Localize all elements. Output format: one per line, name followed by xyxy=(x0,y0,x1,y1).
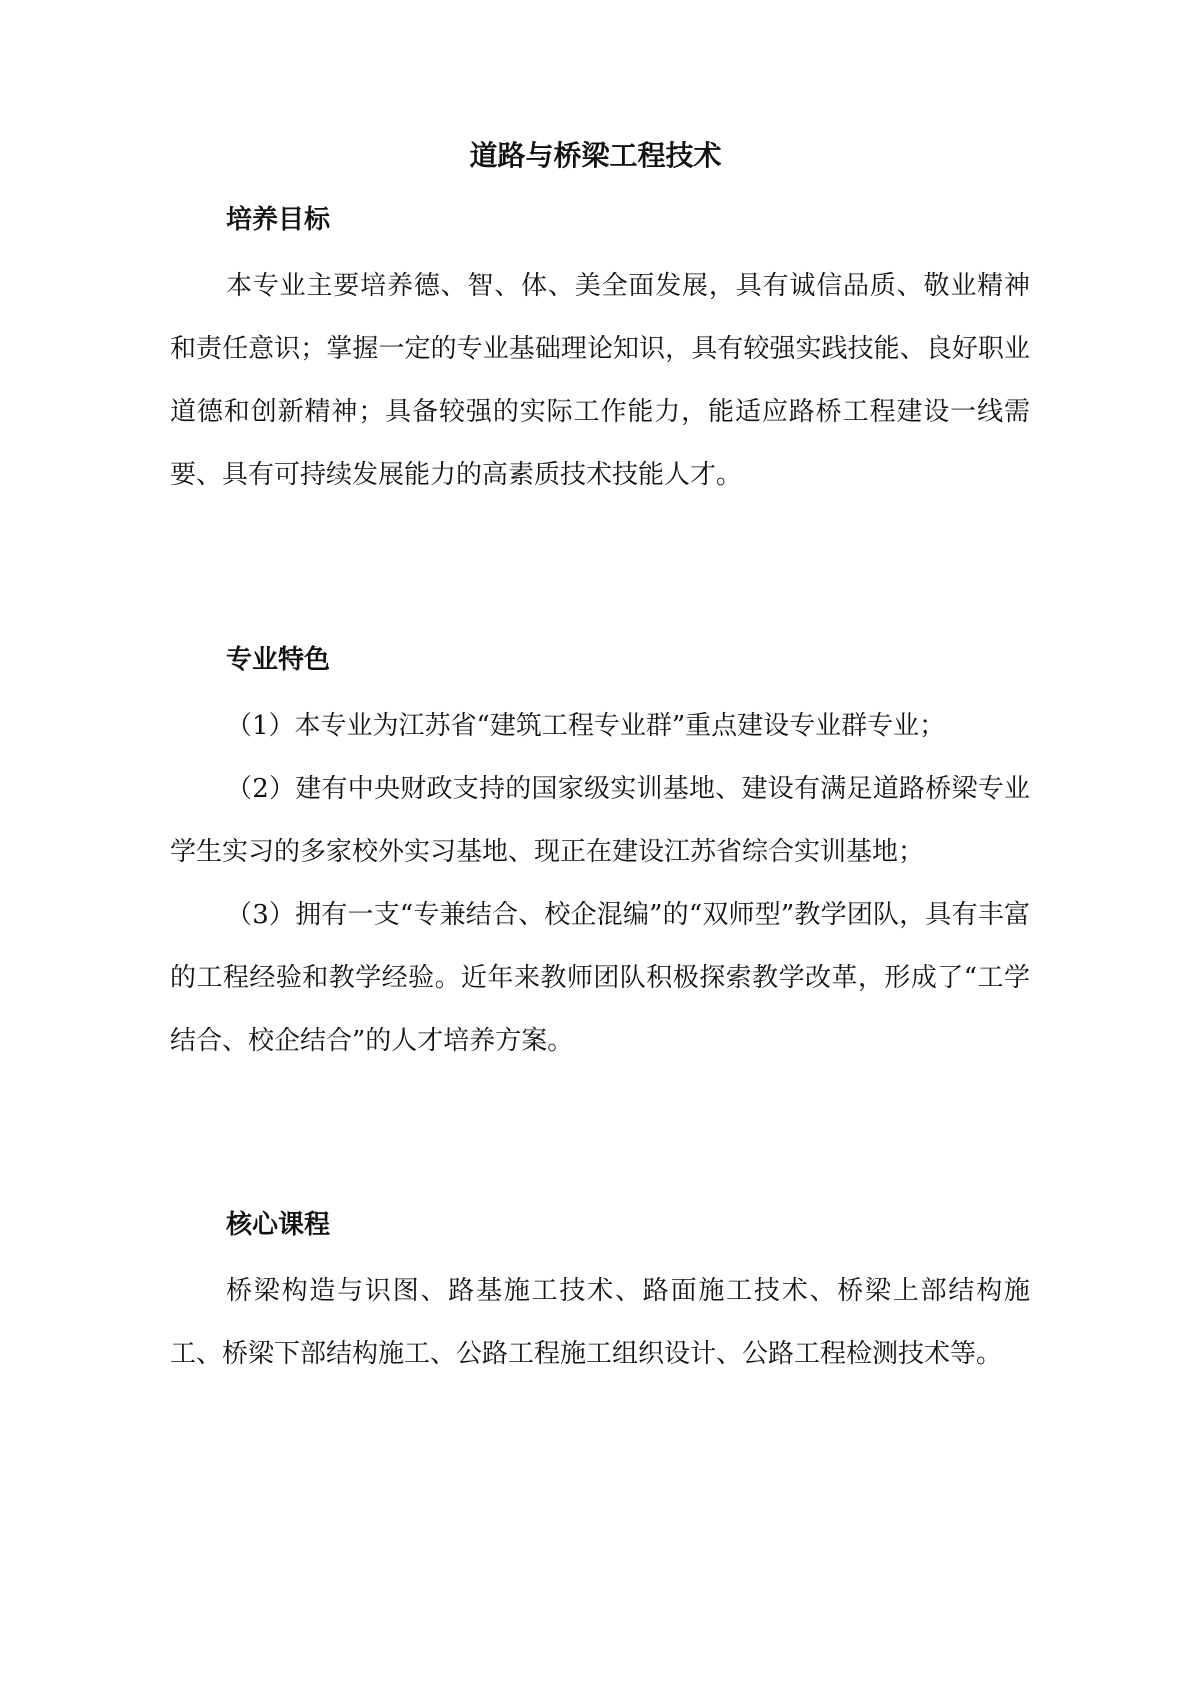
section-heading-goals: 培养目标 xyxy=(226,205,331,235)
courses-paragraph: 桥梁构造与识图、路基施工技术、路面施工技术、桥梁上部结构施工、桥梁下部结构施工、公路工程施工组织设计、公路工程检测技术等。 xyxy=(170,1276,1030,1369)
section-heading-courses: 核心课程 xyxy=(226,1210,331,1240)
page-title: 道路与桥梁工程技术 xyxy=(469,139,722,172)
goals-paragraph: 本专业主要培养德、智、体、美全面发展，具有诚信品质、敬业精神和责任意识；掌握一定的专业基础理论知识，具有较强实践技能、良好职业道德和创新精神；具备较强的实际工作能力，能适应路桥工程建设一线需要、具有可持续发展能力的高素质技术技能人才。 xyxy=(170,271,1030,490)
feature-item-3: （3）拥有一支“专兼结合、校企混编”的“双师型”教学团队，具有丰富的工程经验和教学经验。近年来教师团队积极探索教学改革，形成了“工学结合、校企结合”的人才培养方案。 xyxy=(170,900,1030,1056)
feature-item-1: （1）本专业为江苏省“建筑工程专业群”重点建设专业群专业； xyxy=(226,711,946,741)
section-heading-features: 专业特色 xyxy=(226,645,331,675)
feature-item-2: （2）建有中央财政支持的国家级实训基地、建设有满足道路桥梁专业学生实习的多家校外实习基地、现正在建设江苏省综合实训基地； xyxy=(170,774,1030,867)
